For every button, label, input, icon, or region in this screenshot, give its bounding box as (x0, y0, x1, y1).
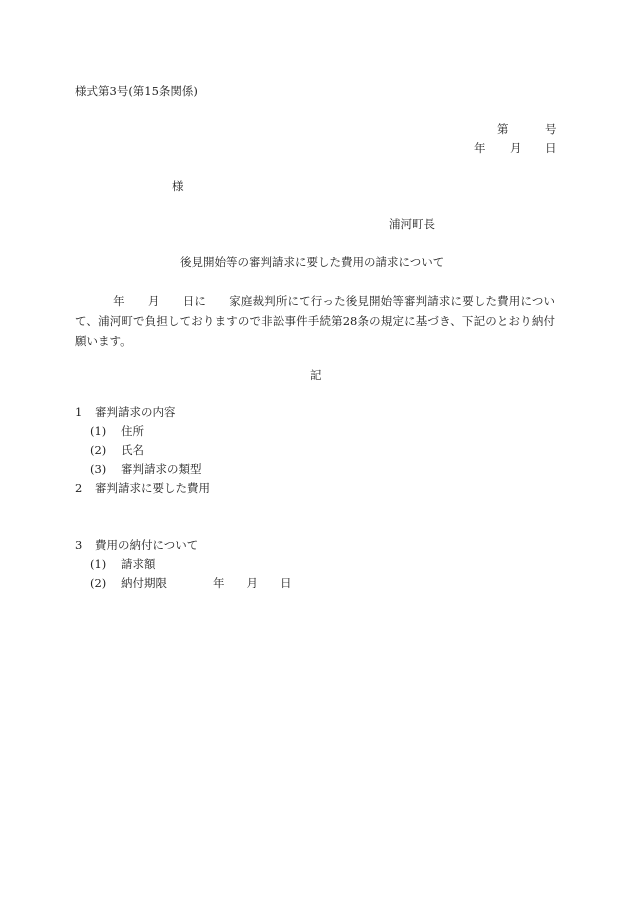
doc-number-prefix: 第 (497, 122, 509, 136)
item-label: 住所 (121, 424, 144, 438)
issue-date-month: 月 (510, 141, 522, 155)
item-label: 氏名 (121, 443, 144, 457)
deadline-year: 年 (213, 576, 225, 590)
item-number: (3) (90, 462, 107, 476)
issue-date-day: 日 (545, 141, 557, 155)
item-label: 費用の納付について (95, 538, 199, 552)
body-day: 日に (182, 294, 207, 308)
deadline-day: 日 (280, 576, 292, 590)
list-item-3-2 (90, 578, 292, 590)
list-item-1-1 (90, 426, 144, 438)
item-label: 審判請求の類型 (121, 462, 202, 476)
ki-heading: 記 (310, 368, 322, 382)
item-number: (2) (90, 576, 107, 590)
issue-date-year: 年 (474, 141, 486, 155)
body-month: 月 (147, 294, 160, 308)
addressee-suffix: 様 (172, 179, 184, 193)
item-number: 1 (75, 405, 83, 419)
item-number: 3 (75, 538, 83, 552)
body-year: 年 (113, 294, 125, 308)
body-paragraph (75, 291, 555, 351)
doc-number-suffix: 号 (545, 122, 557, 136)
list-item-1-2 (90, 445, 144, 457)
item-label: 納付期限 (121, 576, 167, 590)
item-number: (1) (90, 424, 107, 438)
item-label: 請求額 (121, 557, 156, 571)
body-text: 家庭裁判所にて行った後見開始等審判請求に要した費用について、浦河町で負担しておりますので非訟事件手続第28条の規定に基づき、下記のとおり納付願います。 (75, 294, 556, 348)
item-number: 2 (75, 481, 83, 495)
sender-name: 浦河町長 (389, 217, 435, 231)
item-label: 審判請求の内容 (95, 405, 176, 419)
list-item-3 (75, 540, 198, 552)
deadline-month: 月 (246, 576, 258, 590)
list-item-1-3 (90, 464, 202, 476)
list-item-2 (75, 483, 210, 495)
form-number: 様式第3号(第15条関係) (75, 84, 198, 98)
list-item-3-1 (90, 559, 156, 571)
item-number: (1) (90, 557, 107, 571)
item-label: 審判請求に要した費用 (95, 481, 210, 495)
list-item-1 (75, 407, 176, 419)
item-number: (2) (90, 443, 107, 457)
document-subject: 後見開始等の審判請求に要した費用の請求について (180, 255, 445, 269)
